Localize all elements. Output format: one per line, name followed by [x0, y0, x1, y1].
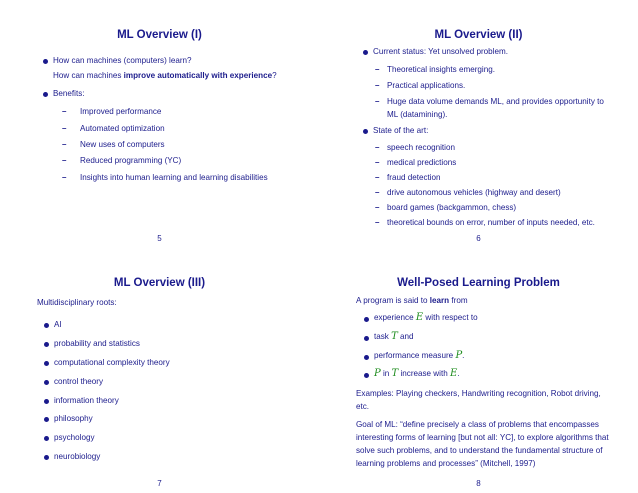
- goal-line-4: learning problems and processes” (Mitchell, 1997): [356, 459, 536, 468]
- condition-increase: [374, 369, 460, 379]
- bullet-icon: [44, 436, 49, 441]
- question-2-prefix: How can machines: [53, 71, 124, 80]
- intro-prefix: A program is said to: [356, 296, 430, 305]
- benefit-item: Automated optimization: [80, 124, 165, 133]
- examples-line-2: etc.: [356, 402, 370, 411]
- root-item: information theory: [54, 396, 119, 405]
- condition-text: experience: [374, 313, 416, 322]
- root-item: philosophy: [54, 414, 93, 423]
- dash-icon: –: [375, 65, 380, 74]
- condition-performance: [374, 351, 464, 361]
- sota-item: speech recognition: [387, 143, 455, 152]
- condition-text: with respect to: [423, 313, 478, 322]
- condition-text: task: [374, 332, 392, 341]
- math-symbol: P: [374, 368, 381, 379]
- dash-icon: –: [375, 173, 380, 182]
- slide-5: [0, 0, 319, 246]
- root-item: probability and statistics: [54, 339, 140, 348]
- root-item: AI: [54, 320, 62, 329]
- goal-line-3: solve such problems, and to understand the fundamental structure of: [356, 446, 603, 455]
- slide-8-title: Well-Posed Learning Problem: [397, 277, 560, 289]
- status-item: Practical applications.: [387, 81, 466, 90]
- dash-icon: –: [375, 203, 380, 212]
- goal-line-1: Goal of ML: “define precisely a class of problems that encompasses: [356, 420, 599, 429]
- math-symbol: E: [415, 312, 424, 323]
- benefits-label: Benefits:: [53, 89, 85, 98]
- slide-7: [0, 246, 319, 492]
- slide-7-title: ML Overview (III): [113, 277, 206, 289]
- condition-text: increase with: [398, 369, 450, 378]
- bullet-icon: [44, 342, 49, 347]
- status-item: Theoretical insights emerging.: [387, 65, 495, 74]
- bullet-icon: [363, 129, 368, 134]
- slide-8: [319, 246, 638, 492]
- condition-text: .: [462, 351, 465, 360]
- condition-experience: [374, 313, 478, 323]
- root-item: control theory: [54, 377, 104, 386]
- bullet-icon: [44, 417, 49, 422]
- benefit-item: Improved performance: [80, 107, 162, 116]
- intro-suffix: from: [449, 296, 468, 305]
- question-2-bold: improve automatically with experience: [123, 71, 273, 80]
- dash-icon: –: [375, 158, 380, 167]
- math-symbol: E: [449, 368, 458, 379]
- sota-item: board games (backgammon, chess): [387, 203, 517, 212]
- question-2-suffix: ?: [272, 71, 277, 80]
- math-symbol: T: [391, 368, 399, 379]
- dash-icon: –: [62, 173, 67, 182]
- dash-icon: –: [375, 97, 380, 106]
- bullet-icon: [44, 399, 49, 404]
- slide-6: [319, 0, 638, 246]
- bullet-icon: [363, 50, 368, 55]
- math-symbol: P: [455, 350, 463, 361]
- page-number: 6: [476, 234, 481, 243]
- dash-icon: –: [62, 107, 67, 116]
- slide-5-title: ML Overview (I): [117, 29, 202, 41]
- bullet-icon: [44, 323, 49, 328]
- dash-icon: –: [375, 143, 380, 152]
- math-symbol: T: [391, 331, 398, 342]
- condition-text: in: [380, 369, 392, 378]
- dash-icon: –: [62, 156, 67, 165]
- question-line-2: [53, 71, 277, 81]
- dash-icon: –: [375, 188, 380, 197]
- page-number: 5: [157, 234, 162, 243]
- examples-line-1: Examples: Playing checkers, Handwriting recognition, Robot driving,: [356, 389, 601, 398]
- intro-text: Multidisciplinary roots:: [37, 298, 117, 307]
- bullet-icon: [43, 92, 48, 97]
- dash-icon: –: [375, 218, 380, 227]
- page-number: 8: [476, 479, 481, 488]
- condition-task: [374, 332, 414, 342]
- sota-label: State of the art:: [373, 126, 429, 135]
- slide-6-title: ML Overview (II): [434, 29, 523, 41]
- condition-text: and: [397, 332, 414, 341]
- condition-text: .: [457, 369, 460, 378]
- goal-line-2: interesting forms of learning [but not all: YC], to explore algorithms that: [356, 433, 609, 442]
- sota-item: fraud detection: [387, 173, 441, 182]
- question-line-1: How can machines (computers) learn?: [53, 56, 192, 65]
- bullet-icon: [364, 373, 369, 378]
- status-item-continued: ML (datamining).: [387, 110, 448, 119]
- sota-item: medical predictions: [387, 158, 457, 167]
- root-item: psychology: [54, 433, 95, 442]
- bullet-icon: [44, 380, 49, 385]
- benefit-item: Reduced programming (YC): [80, 156, 182, 165]
- dash-icon: –: [62, 124, 67, 133]
- bullet-icon: [44, 361, 49, 366]
- intro-bold: learn: [429, 296, 450, 305]
- bullet-icon: [43, 59, 48, 64]
- sota-item: theoretical bounds on error, number of inputs needed, etc.: [387, 218, 595, 227]
- page-number: 7: [157, 479, 162, 488]
- bullet-icon: [364, 336, 369, 341]
- benefit-item: New uses of computers: [80, 140, 165, 149]
- benefit-item: Insights into human learning and learning disabilities: [80, 173, 268, 182]
- status-label: Current status: Yet unsolved problem.: [373, 47, 508, 56]
- intro-line: [356, 296, 468, 306]
- bullet-icon: [364, 317, 369, 322]
- sota-item: drive autonomous vehicles (highway and desert): [387, 188, 561, 197]
- condition-text: performance measure: [374, 351, 456, 360]
- root-item: neurobiology: [54, 452, 101, 461]
- root-item: computational complexity theory: [54, 358, 170, 367]
- dash-icon: –: [375, 81, 380, 90]
- bullet-icon: [364, 355, 369, 360]
- bullet-icon: [44, 455, 49, 460]
- status-item: Huge data volume demands ML, and provides opportunity to: [387, 97, 604, 106]
- dash-icon: –: [62, 140, 67, 149]
